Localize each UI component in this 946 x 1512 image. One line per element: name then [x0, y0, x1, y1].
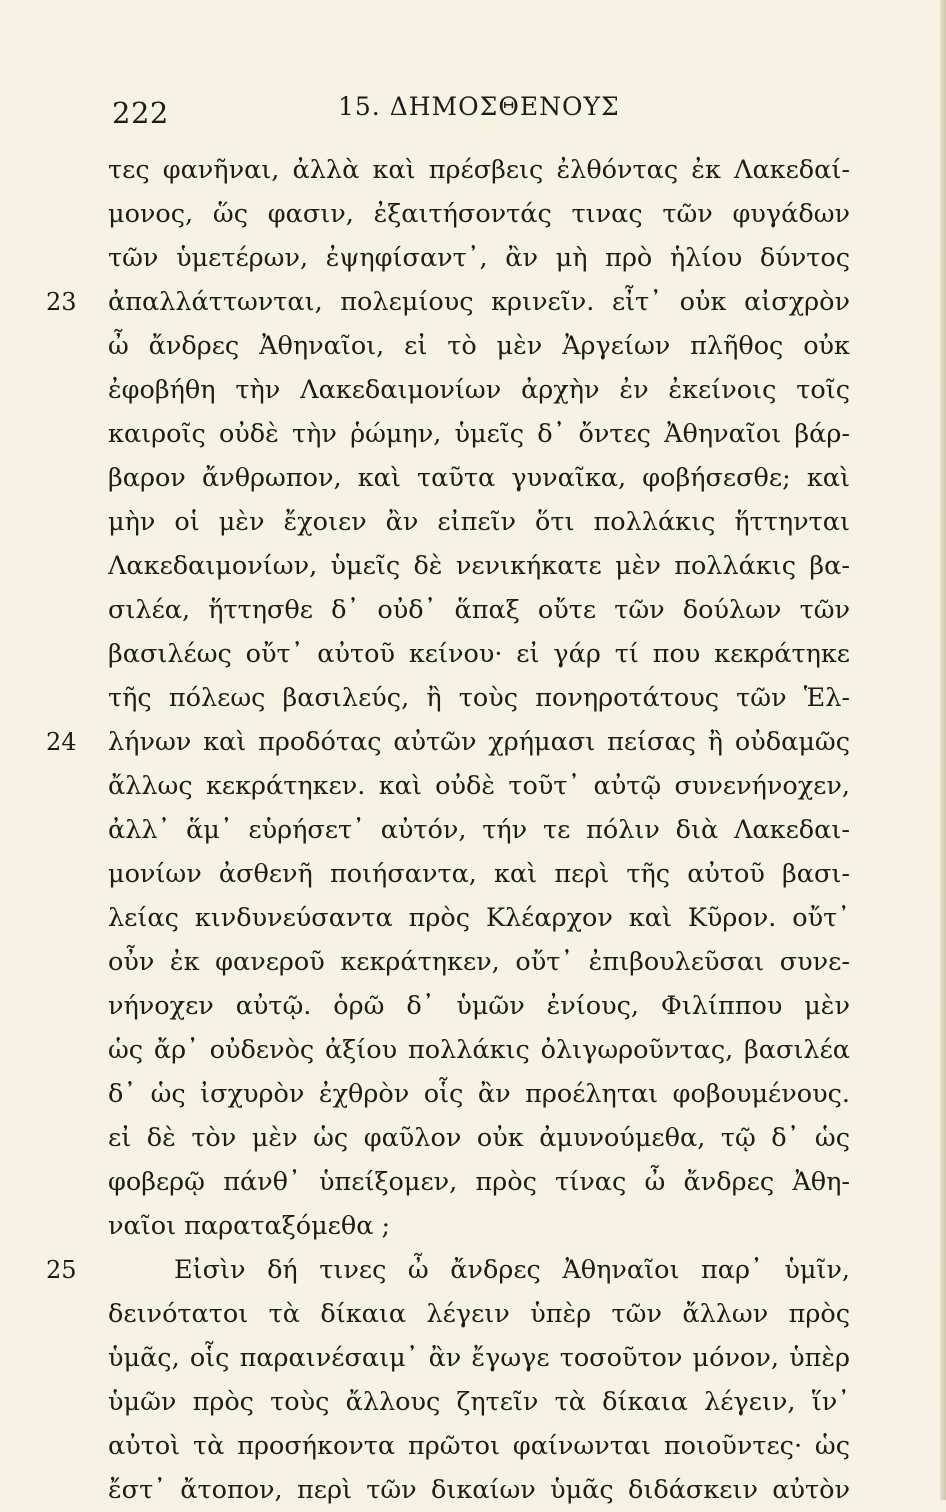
text-line: τῶν ὑμετέρων, ἐψηφίσαντ᾽, ἂν μὴ πρὸ ἡλίου δύντος [108, 243, 850, 273]
section-number-24: 24 [46, 728, 77, 756]
text-line: ἔστ᾽ ἄτοπον, περὶ τῶν δικαίων ὑμᾶς διδάσκειν αὐτὸν [108, 1475, 850, 1505]
page-edge [940, 0, 946, 1500]
text-line: ὡς ἄρ᾽ οὐδενὸς ἀξίου πολλάκις ὀλιγωροῦντας, βασιλέα [108, 1035, 850, 1065]
page-header [0, 88, 946, 128]
text-line: αὐτοὶ τὰ προσήκοντα πρῶτοι φαίνωνται ποιοῦντες· ὡς [108, 1431, 850, 1461]
text-line: ὦ ἄνδρες Ἀθηναῖοι, εἰ τὸ μὲν Ἀργείων πλῆθος οὐκ [108, 331, 850, 361]
text-line: ἄλλως κεκράτηκεν. καὶ οὐδὲ τοῦτ᾽ αὐτῷ συνενήνοχεν, [108, 771, 850, 801]
text-line: βασιλέως οὔτ᾽ αὐτοῦ κείνου· εἰ γάρ τί που κεκράτηκε [108, 639, 850, 669]
section-number-25: 25 [46, 1256, 77, 1284]
text-line: μὴν οἱ μὲν ἔχοιεν ἂν εἰπεῖν ὅτι πολλάκις ἥττηνται [108, 507, 850, 537]
text-line: τες φανῆναι, ἀλλὰ καὶ πρέσβεις ἐλθόντας ἐκ Λακεδαί- [108, 155, 850, 185]
text-line: ἀπαλλάττωνται, πολεμίους κρινεῖν. εἶτ᾽ οὐκ αἰσχρὸν [108, 287, 850, 317]
text-line: λήνων καὶ προδότας αὐτῶν χρήμασι πείσας ἢ οὐδαμῶς [108, 727, 850, 757]
text-line: εἰ δὲ τὸν μὲν ὡς φαῦλον οὐκ ἀμυνούμεθα, τῷ δ᾽ ὡς [108, 1123, 850, 1153]
text-line: δ᾽ ὡς ἰσχυρὸν ἐχθρὸν οἷς ἂν προέληται φοβουμένους. [108, 1079, 850, 1109]
text-line: οὖν ἐκ φανεροῦ κεκράτηκεν, οὔτ᾽ ἐπιβουλεῦσαι συνε- [108, 947, 850, 977]
text-line: ἐφοβήθη τὴν Λακεδαιμονίων ἀρχὴν ἐν ἐκείνοις τοῖς [108, 375, 850, 405]
text-line: μονίων ἀσθενῆ ποιήσαντα, καὶ περὶ τῆς αὐτοῦ βασι- [108, 859, 850, 889]
text-line: λείας κινδυνεύσαντα πρὸς Κλέαρχον καὶ Κῦρον. οὔτ᾽ [108, 903, 850, 933]
text-line: τῆς πόλεως βασιλεύς, ἢ τοὺς πονηροτάτους τῶν Ἑλ- [108, 683, 850, 713]
text-line: δεινότατοι τὰ δίκαια λέγειν ὑπὲρ τῶν ἄλλων πρὸς [108, 1299, 850, 1329]
text-line: Λακεδαιμονίων, ὑμεῖς δὲ νενικήκατε μὲν πολλάκις βα- [108, 551, 850, 581]
text-line: ἀλλ᾽ ἅμ᾽ εὑρήσετ᾽ αὐτόν, τήν τε πόλιν διὰ Λακεδαι- [108, 815, 850, 845]
text-line: ὑμᾶς, οἷς παραινέσαιμ᾽ ἂν ἔγωγε τοσοῦτον μόνον, ὑπὲρ [108, 1343, 850, 1373]
text-line: καιροῖς οὐδὲ τὴν ῥώμην, ὑμεῖς δ᾽ ὄντες Ἀθηναῖοι βάρ- [108, 419, 850, 449]
text-line: βαρον ἄνθρωπον, καὶ ταῦτα γυναῖκα, φοβήσεσθε; καὶ [108, 463, 850, 493]
text-line: ὑμῶν πρὸς τοὺς ἄλλους ζητεῖν τὰ δίκαια λέγειν, ἵν᾽ [108, 1387, 850, 1417]
page-number: 222 [112, 96, 169, 130]
text-line: Εἰσὶν δή τινες ὦ ἄνδρες Ἀθηναῖοι παρ᾽ ὑμῖν, [174, 1255, 850, 1285]
text-line: νήνοχεν αὐτῷ. ὁρῶ δ᾽ ὑμῶν ἐνίους, Φιλίππου μὲν [108, 991, 850, 1021]
text-line: φοβερῷ πάνθ᾽ ὑπείξομεν, πρὸς τίνας ὦ ἄνδρες Ἀθη- [108, 1167, 850, 1197]
text-line: μονος, ὥς φασιν, ἐξαιτήσοντάς τινας τῶν φυγάδων [108, 199, 850, 229]
section-number-23: 23 [46, 288, 77, 316]
running-head: 15. ΔΗΜΟΣΘΕΝΟΥΣ [338, 92, 620, 121]
text-line: σιλέα, ἥττησθε δ᾽ οὐδ᾽ ἅπαξ οὔτε τῶν δούλων τῶν [108, 595, 850, 625]
text-line: ναῖοι παραταξόμεθα ; [108, 1211, 391, 1241]
